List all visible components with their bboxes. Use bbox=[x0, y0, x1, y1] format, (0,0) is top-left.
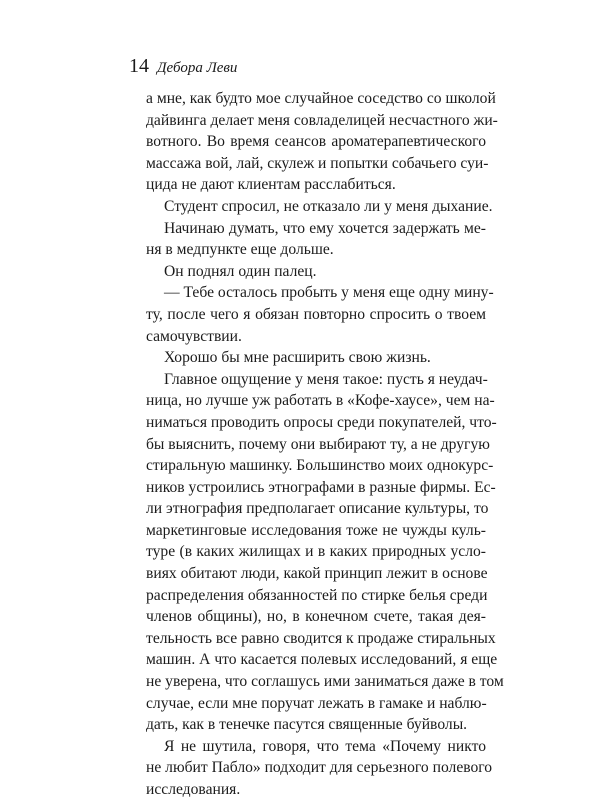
text-line: Он поднял один палец. bbox=[164, 262, 317, 280]
text-line: Студент спросил, не отказало ли у меня дыхание. bbox=[164, 197, 493, 215]
text-line: туре (в каких жилищах и в каких природных усло- bbox=[146, 543, 486, 561]
text-line: Хорошо бы мне расширить свою жизнь. bbox=[164, 349, 431, 367]
paragraph bbox=[146, 261, 486, 283]
text-line: а мне, как будто мое случайное соседство со школой bbox=[146, 90, 496, 107]
text-line: самочувствии. bbox=[146, 327, 242, 345]
paragraph bbox=[146, 736, 493, 801]
text-line: маркетинговые исследования тоже не чужды куль- bbox=[146, 521, 486, 539]
text-line: не уверена, что соглашусь ими заниматься даже в том bbox=[146, 673, 504, 691]
text-line: исследования. bbox=[146, 781, 241, 798]
paragraph bbox=[146, 88, 498, 196]
text-line: ня в медпункте еще дольше. bbox=[146, 241, 334, 259]
text-line: ников устроились этнографами в разные фирмы. Ес- bbox=[146, 478, 496, 496]
text-line: членов общины), но, в конечном счете, такая дея- bbox=[146, 608, 486, 626]
paragraph bbox=[146, 369, 504, 736]
text-line: бы выяснить, почему они выбирают ту, а не другую bbox=[146, 435, 490, 453]
text-line: тельность все равно сводится к продаже стиральных bbox=[146, 629, 496, 647]
text-line: виях обитают люди, какой принцип лежит в основе bbox=[146, 565, 488, 583]
text-line: ту, после чего я обязан повторно спросить о твоем bbox=[146, 305, 486, 323]
text-line: дайвинга делает меня совладелицей несчастного жи- bbox=[146, 111, 498, 129]
text-line: Начинаю думать, что ему хочется задержать ме- bbox=[164, 219, 486, 237]
running-head bbox=[129, 55, 237, 78]
text-line: стиральную машинку. Большинство моих однокурс- bbox=[146, 457, 494, 475]
text-line: ли этнография предполагает описание культуры, то bbox=[146, 500, 489, 518]
text-line: ница, но лучше уж работать в «Кофе-хаусе», чем на- bbox=[146, 392, 495, 410]
text-line: не любит Пабло» подходит для серьезного полевого bbox=[146, 759, 493, 777]
text-line: машин. А что касается полевых исследований, я еще bbox=[146, 651, 498, 669]
text-line: цида не дают клиентам расслабиться. bbox=[146, 176, 396, 194]
text-line: случае, если мне поручат лежать в гамаке и наблю- bbox=[146, 694, 487, 712]
text-line: ниматься проводить опросы среди покупателей, что- bbox=[146, 413, 497, 431]
text-line: дать, как в тенечке пасутся священные буйволы. bbox=[146, 716, 468, 734]
paragraph bbox=[146, 347, 486, 369]
text-line: массажа вой, лай, скулеж и попытки собачьего суи- bbox=[146, 154, 489, 172]
text-line: — Тебе осталось пробыть у меня еще одну мину- bbox=[164, 284, 494, 302]
paragraph bbox=[146, 218, 486, 261]
body-text bbox=[146, 88, 504, 801]
paragraph bbox=[146, 282, 494, 347]
author-name: Дебора Леви bbox=[157, 60, 238, 76]
text-line: вотного. Во время сеансов ароматерапевтического bbox=[146, 133, 486, 151]
paragraph bbox=[146, 196, 493, 218]
page-number: 14 bbox=[129, 55, 149, 77]
text-line: Главное ощущение у меня такое: пусть я неудач- bbox=[164, 370, 488, 388]
text-line: распределения обязанностей по стирке белья среди bbox=[146, 586, 488, 604]
text-line: Я не шутила, говоря, что тема «Почему никто bbox=[164, 737, 486, 755]
